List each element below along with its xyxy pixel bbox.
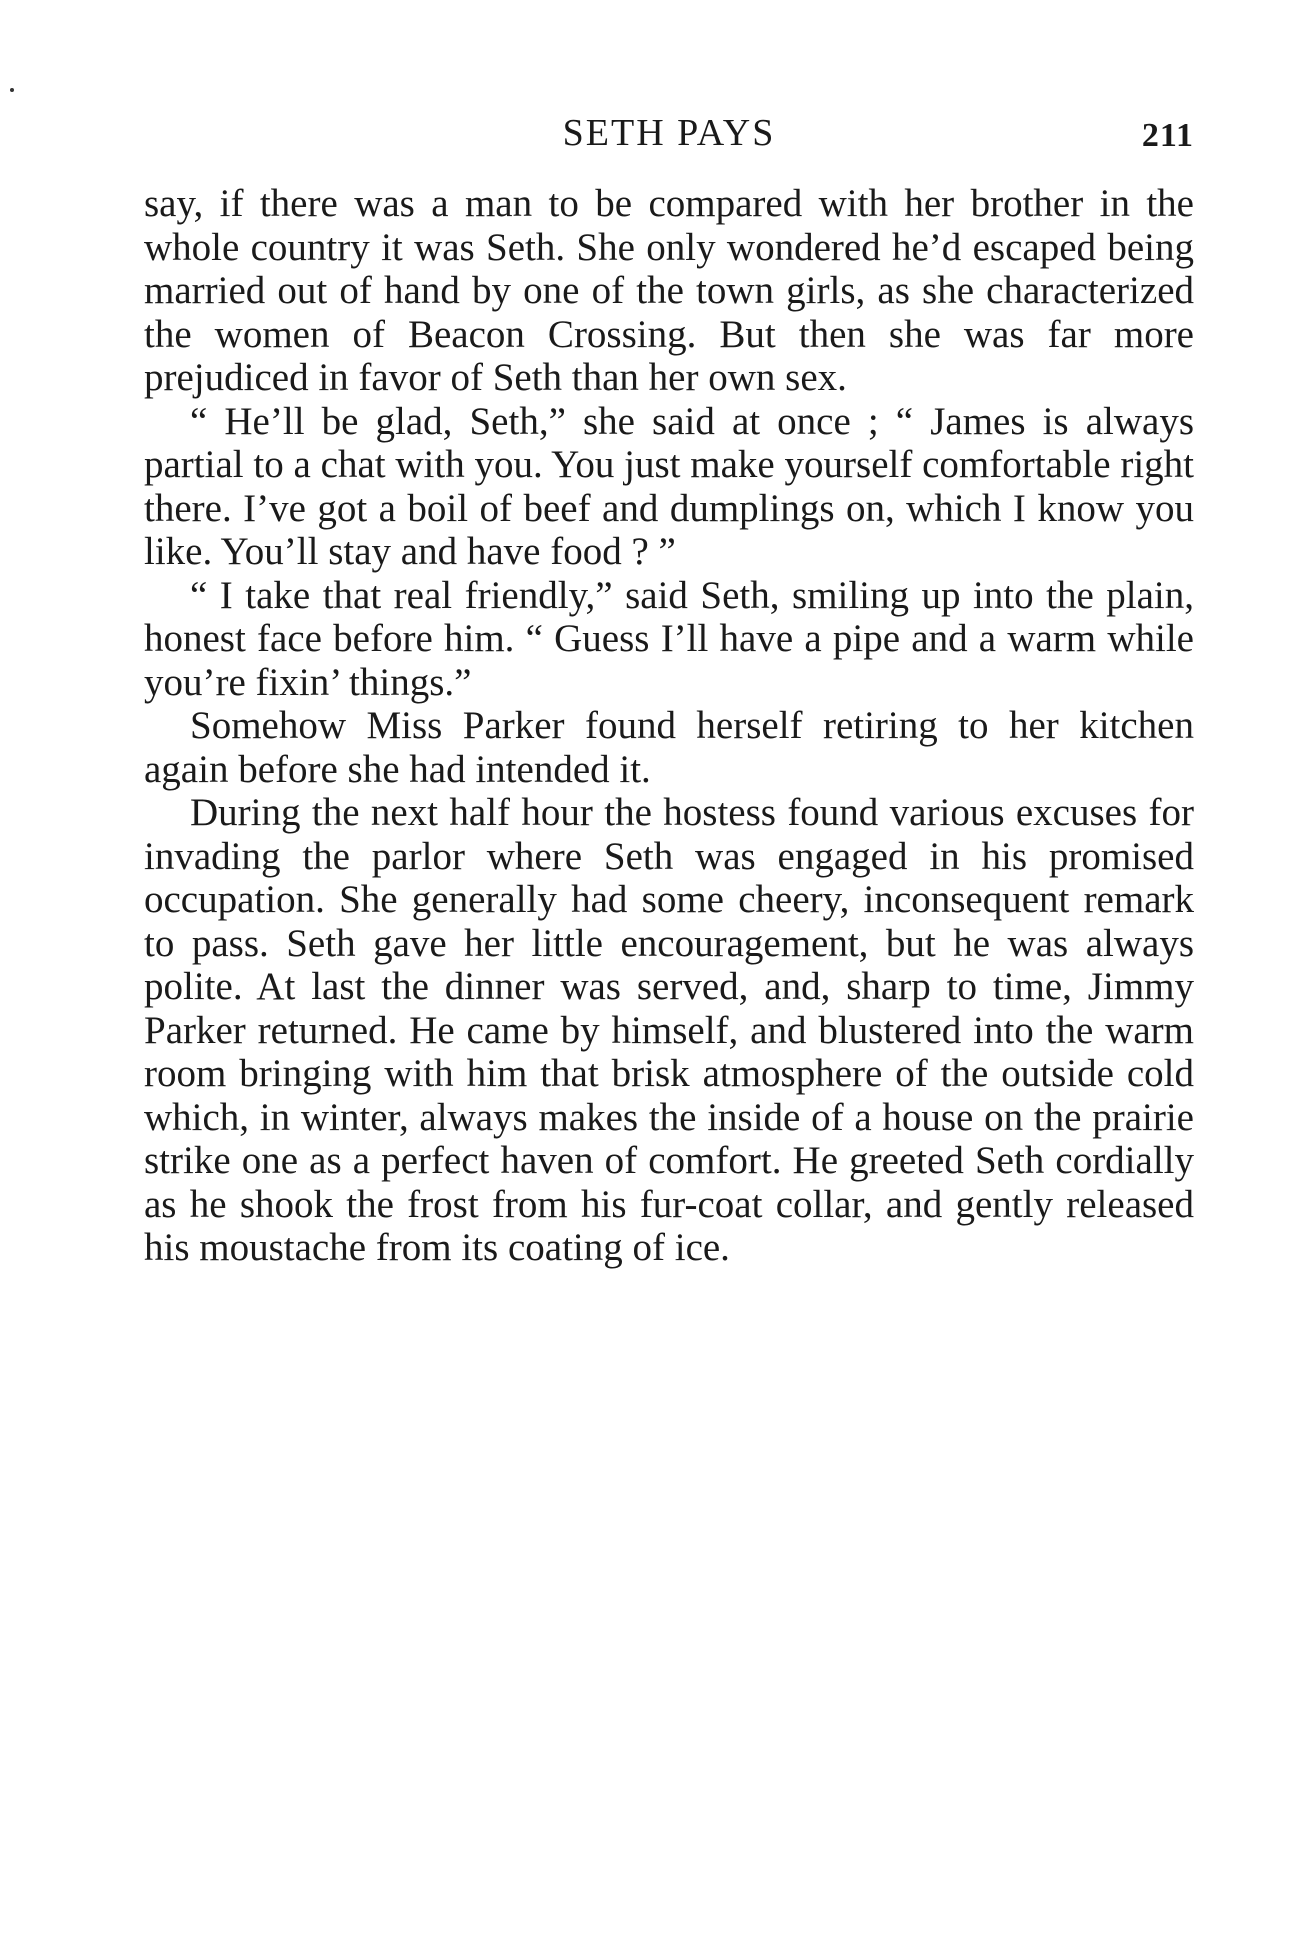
- chapter-title: SETH PAYS: [562, 112, 776, 154]
- running-header: [144, 108, 1194, 158]
- body-text: [144, 182, 1194, 1270]
- page-number: 211: [1141, 117, 1194, 154]
- paragraph: During the next half hour the hostess found various excuses for invading the parlor where Seth was engaged in his promised occupation. She generally had some cheery, inconsequent remark to pass. Seth gave her little encouragement, but he was always polite. At last the dinner was served, and, sharp to time, Jimmy Parker returned. He came by himself, and blustered into the warm room bringing with him that brisk atmosphere of the outside cold which, in winter, always makes the inside of a house on the prairie strike one as a perfect haven of comfort. He greeted Seth cordially as he shook the frost from his fur-coat collar, and gently released his moustache from its coating of ice.: [144, 791, 1194, 1269]
- paragraph: “ He’ll be glad, Seth,” she said at once ; “ James is always partial to a chat with you. You just make yourself comfortable right there. I’ve got a boil of beef and dumplings on, which I know you like. You’ll stay and have food ? ”: [144, 399, 1194, 573]
- paragraph-continued: say, if there was a man to be compared with her brother in the whole country it was Seth. She only wondered he’d escaped being married out of hand by one of the town girls, as she characterized the women of Beacon Crossing. But then she was far more prejudiced in favor of Seth than her own sex.: [144, 182, 1194, 399]
- paragraph: “ I take that real friendly,” said Seth, smiling up into the plain, honest face before him. “ Guess I’ll have a pipe and a warm while you’re fixin’ things.”: [144, 573, 1194, 704]
- print-speck: [10, 88, 14, 92]
- paragraph: Somehow Miss Parker found herself retiring to her kitchen again before she had intended it.: [144, 704, 1194, 791]
